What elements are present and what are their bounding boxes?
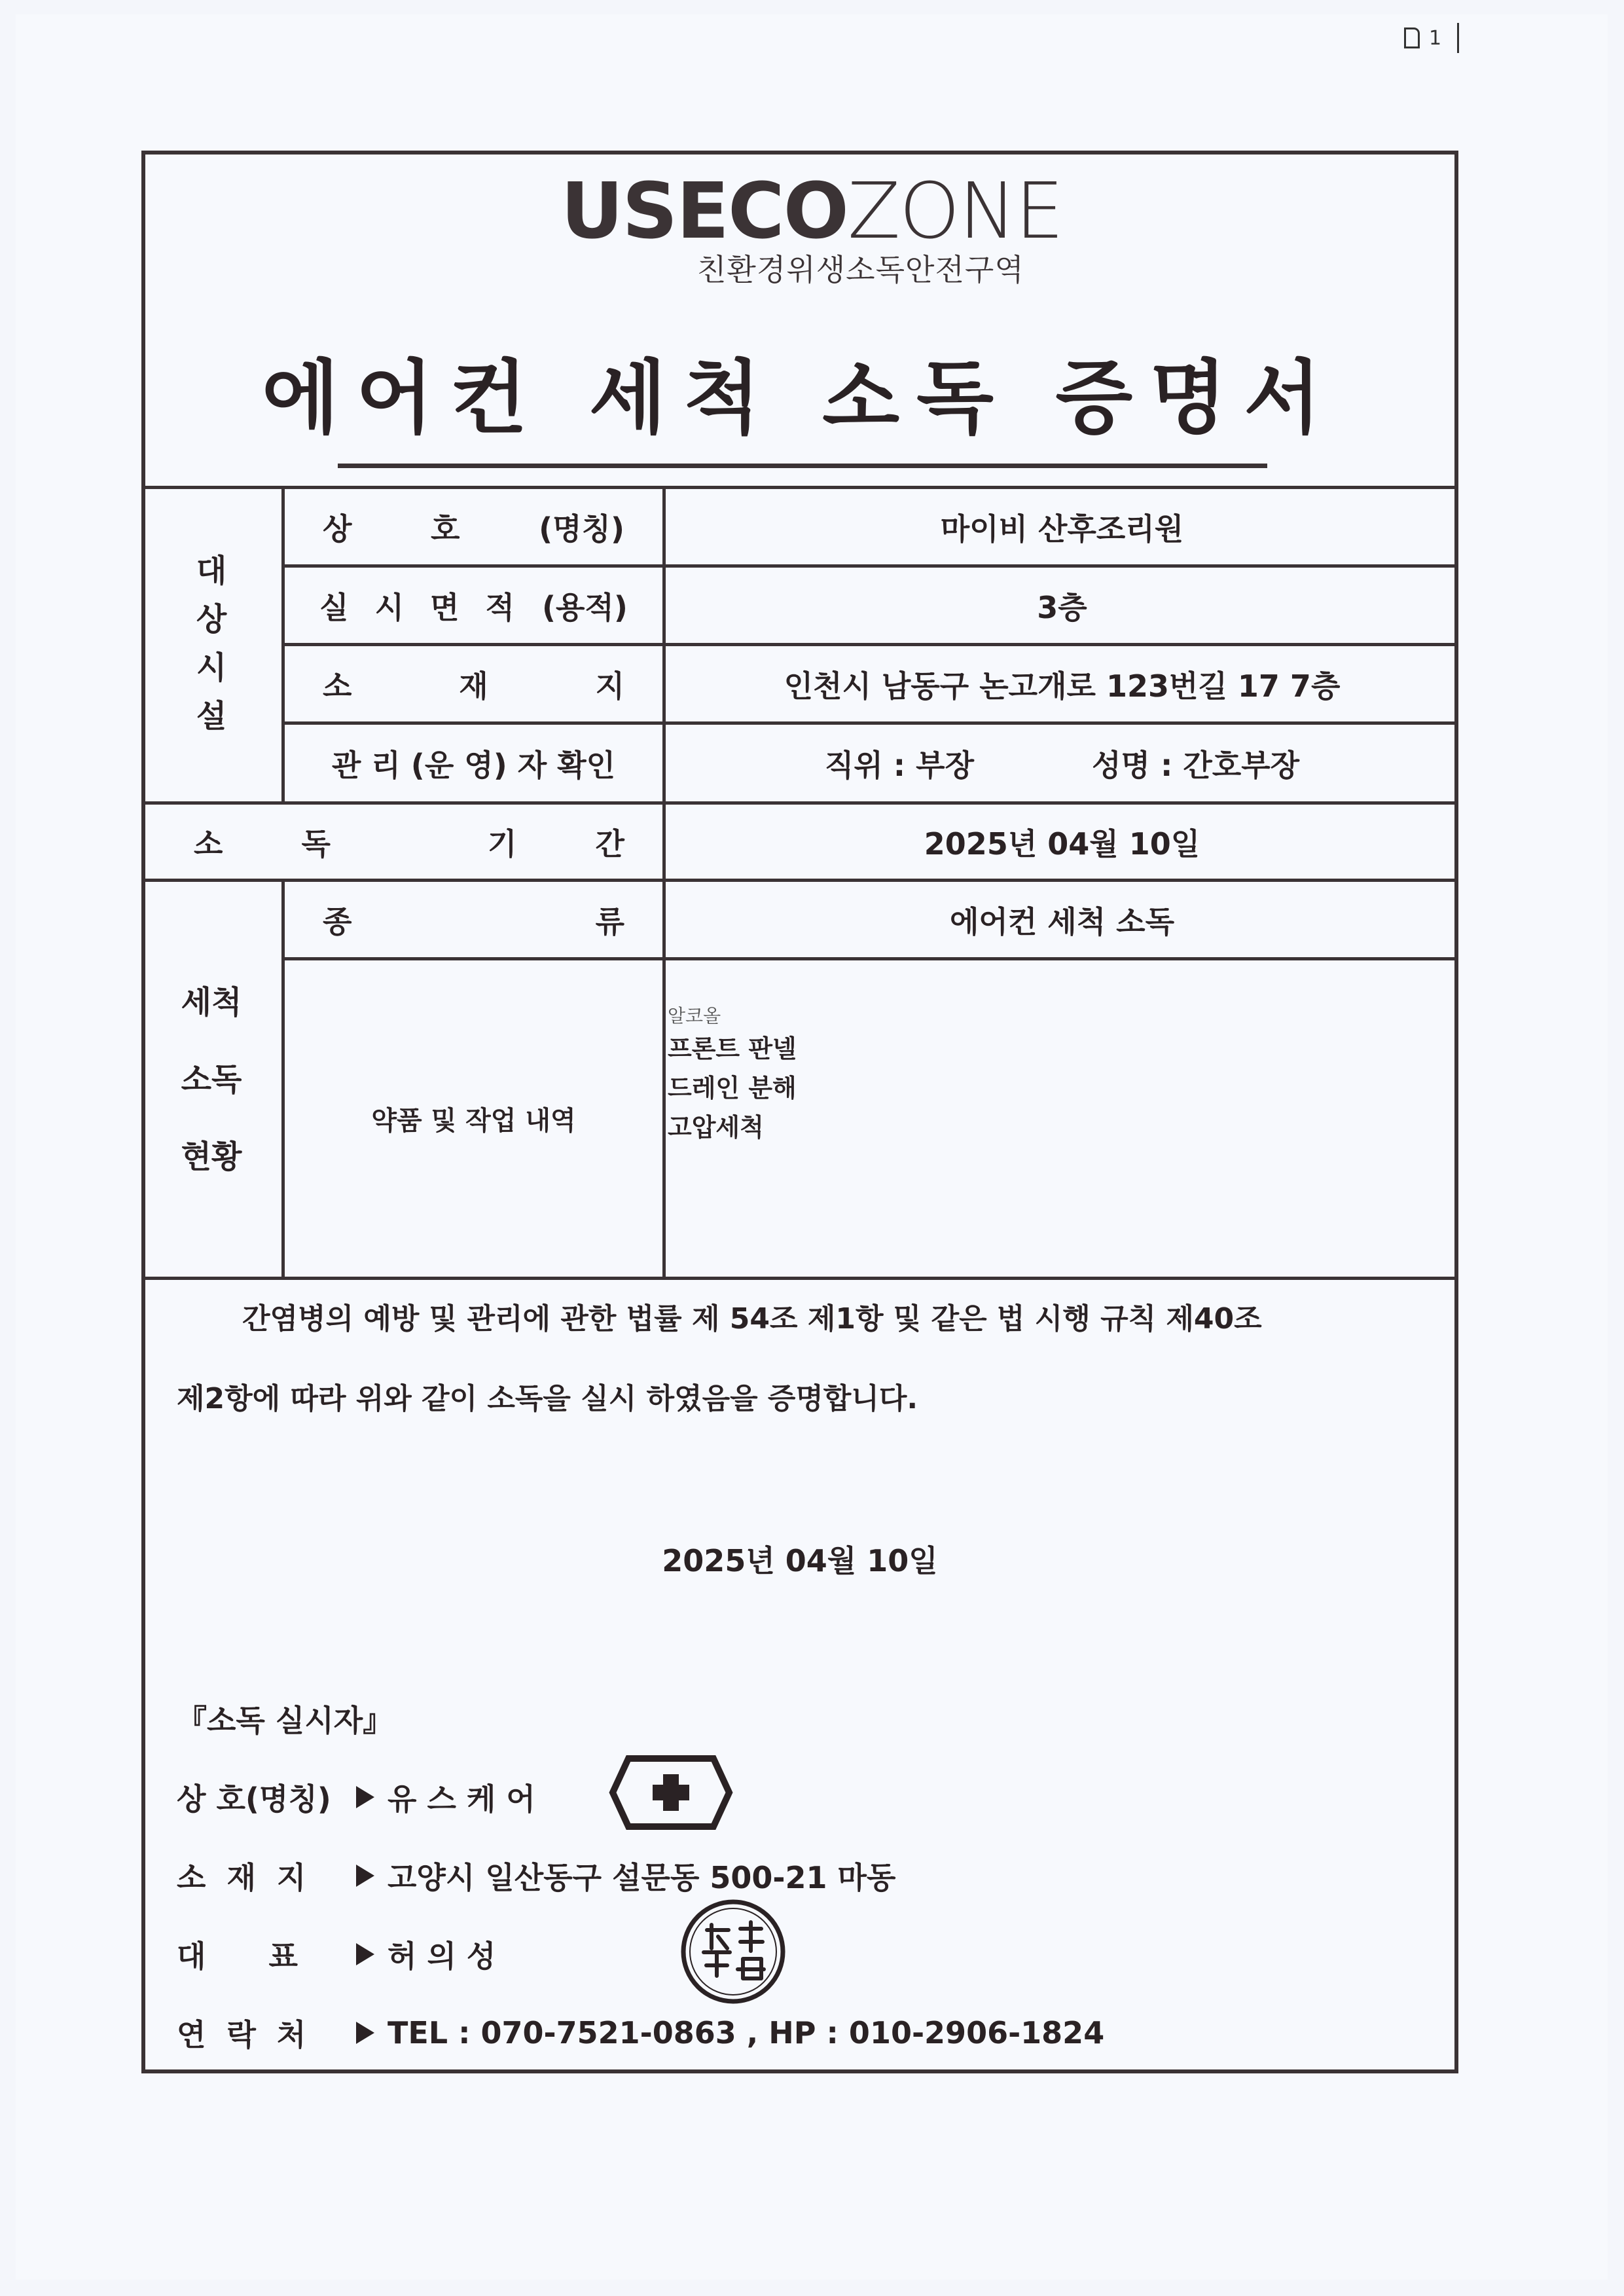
arrow-icon: [356, 1865, 374, 1887]
executor-rep-row: [177, 1933, 496, 1976]
page-number: 1: [1429, 26, 1442, 50]
executor-address-label: 소 재 지: [177, 1860, 306, 1895]
official-seal-stamp: [677, 1896, 789, 2007]
document-title: 에어컨 세척 소독 증명서: [262, 352, 1338, 445]
title-underline: [338, 464, 1267, 468]
type-label: 종 류: [323, 903, 624, 939]
logo-wordmark: USECOZONE: [560, 166, 1063, 256]
executor-rep-label: 대 표: [177, 1939, 298, 1974]
executor-contact: TEL : 070-7521-0863 , HP : 010-2906-1824: [388, 2015, 1105, 2050]
target-facility-group-label: 대 상 시 설: [196, 553, 227, 735]
page-indicator: [1404, 22, 1459, 54]
executor-company-row: [177, 1776, 535, 1819]
executor-contact-label: 연 락 처: [177, 2017, 306, 2052]
text-cursor: [1457, 23, 1459, 53]
executor-company: 유 스 케 어: [388, 1781, 535, 1817]
area-value: 3층: [1037, 589, 1087, 625]
issue-date: 2025년 04월 10일: [662, 1543, 938, 1578]
company-logo: [553, 166, 1070, 289]
executor-rep: 허 의 성: [388, 1939, 496, 1974]
statement-line-2: 제2항에 따라 위와 같이 소독을 실시 하였음을 증명합니다.: [177, 1382, 918, 1415]
work-label: 약품 및 작업 내역: [371, 1106, 576, 1136]
address-value: 인천시 남동구 논고개로 123번길 17 7층: [784, 668, 1341, 704]
work-items: [668, 1003, 797, 1147]
period-label: 소 독 기 간: [194, 826, 624, 862]
arrow-icon: [356, 1943, 374, 1965]
document-icon: [1404, 27, 1420, 48]
arrow-icon: [356, 2022, 374, 2044]
executor-contact-row: [177, 2011, 1104, 2054]
work-item: 드레인 분해: [668, 1074, 797, 1102]
manager-position: 직위 : 부장: [824, 747, 975, 783]
executor-address-row: [177, 1854, 895, 1897]
manager-value: [666, 725, 1458, 801]
logo-tagline: 친환경위생소독안전구역: [697, 252, 1024, 287]
period-value: 2025년 04월 10일: [924, 826, 1200, 862]
work-item: 고압세척: [668, 1113, 764, 1142]
company-name-value: 마이비 산후조리원: [940, 511, 1184, 547]
address-label: 소 재 지: [323, 668, 624, 704]
type-value: 에어컨 세척 소독: [949, 903, 1175, 939]
executor-company-label: 상 호(명칭): [177, 1781, 331, 1817]
executor-heading: 『소독 실시자』: [177, 1703, 393, 1738]
manager-name: 성명 : 간호부장: [1092, 747, 1300, 783]
cleaning-status-group-label: 세척 소독 현황: [181, 983, 242, 1175]
manager-label: 관 리 (운 영) 자 확인: [331, 747, 616, 783]
company-name-label: 상 호 (명칭): [323, 511, 624, 547]
statement-line-1: 간염병의 예방 및 관리에 관한 법률 제 54조 제1항 및 같은 법 시행 규칙 제40조: [242, 1302, 1262, 1336]
arrow-icon: [356, 1786, 374, 1808]
area-label: 실 시 면 적 (용적): [319, 589, 628, 625]
work-item: 프론트 판넬: [668, 1034, 797, 1063]
executor-address: 고양시 일산동구 설문동 500-21 마동: [388, 1860, 896, 1895]
medical-cross-icon: [609, 1755, 733, 1831]
work-item-faint: 알코올: [668, 1005, 721, 1027]
